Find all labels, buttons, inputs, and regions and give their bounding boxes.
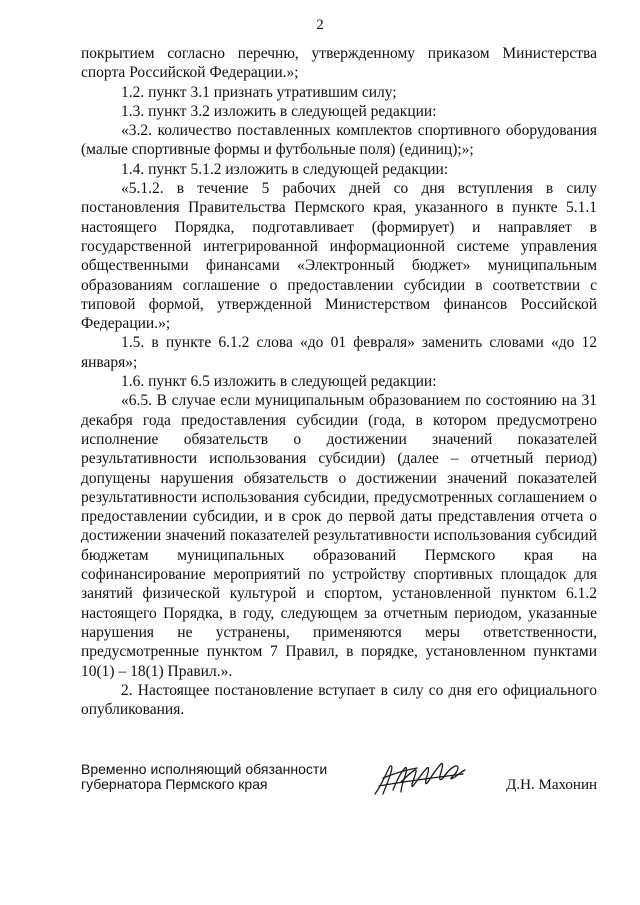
signatory-position-line-1: Временно исполняющий обязанности bbox=[81, 761, 328, 777]
signatory-name: Д.Н. Махонин bbox=[506, 777, 597, 793]
paragraph-quote-6-5: «6.5. В случае если муниципальным образованием по состоянию на 31 декабря года предоставления субсидии (года, в котором предусмотрено исполнение обязательств о достижении значений показателей результативности использования субсидии) (далее – отчетный период) допущены нарушения обязательств о достижении значений показателей результативности использования субсидии, предусмотренных соглашением о предоставлении субсидии, и в срок до первой даты представления отчета о достижении значений показателей результативности использования субсидий бюджетам муниципальных образований Пермского края на софинансирование мероприятий по устройству спортивных площадок для занятий физической культурой и спортом, установленной пунктом 6.1.2 настоящего Порядка, в году, следующем за отчетным периодом, указанные нарушения не устранены, применяются меры ответственности, предусмотренные пунктом 7 Правил, в порядке, установленном пунктами 10(1) – 18(1) Правил.». bbox=[81, 392, 597, 680]
signature-block bbox=[81, 762, 597, 802]
paragraph-item-1-5: 1.5. в пункте 6.1.2 слова «до 01 февраля» заменить словами «до 12 января»; bbox=[81, 334, 597, 371]
paragraph-quote-3-2: «3.2. количество поставленных комплектов спортивного оборудования (малые спортивные формы и футбольные поля) (единиц);»; bbox=[81, 122, 597, 159]
signatory-position bbox=[81, 762, 327, 792]
paragraph-item-1-2: 1.2. пункт 3.1 признать утратившим силу; bbox=[121, 83, 397, 101]
paragraph-item-2: 2. Настоящее постановление вступает в силу со дня его официального опубликования. bbox=[81, 681, 597, 719]
paragraph-quote-5-1-2: «5.1.2. в течение 5 рабочих дней со дня вступления в силу постановления Правительства Пермского края, указанного в пункте 5.1.1 настоящего Порядка, подготавливает (формирует) и направляет в государственной интегрированной информационной системе управления общественными финансами «Электронный бюджет» муниципальным образованиям соглашение о предоставлении субсидии в соответствии с типовой формой, утвержденной Министерством финансов Российской Федерации.»; bbox=[81, 180, 597, 333]
signatory-position-line-2: губернатора Пермского края bbox=[81, 776, 268, 792]
paragraph-continuation: покрытием согласно перечню, утвержденному приказом Министерства спорта Российской Федерации.»; bbox=[81, 45, 597, 82]
document-body bbox=[81, 44, 597, 719]
handwritten-signature-icon bbox=[371, 756, 471, 800]
paragraph-item-1-3: 1.3. пункт 3.2 изложить в следующей редакции: bbox=[121, 102, 437, 120]
page-number: 2 bbox=[316, 17, 324, 33]
paragraph-item-1-4: 1.4. пункт 5.1.2 изложить в следующей редакции: bbox=[121, 160, 449, 178]
paragraph-item-1-6: 1.6. пункт 6.5 изложить в следующей редакции: bbox=[121, 373, 437, 391]
